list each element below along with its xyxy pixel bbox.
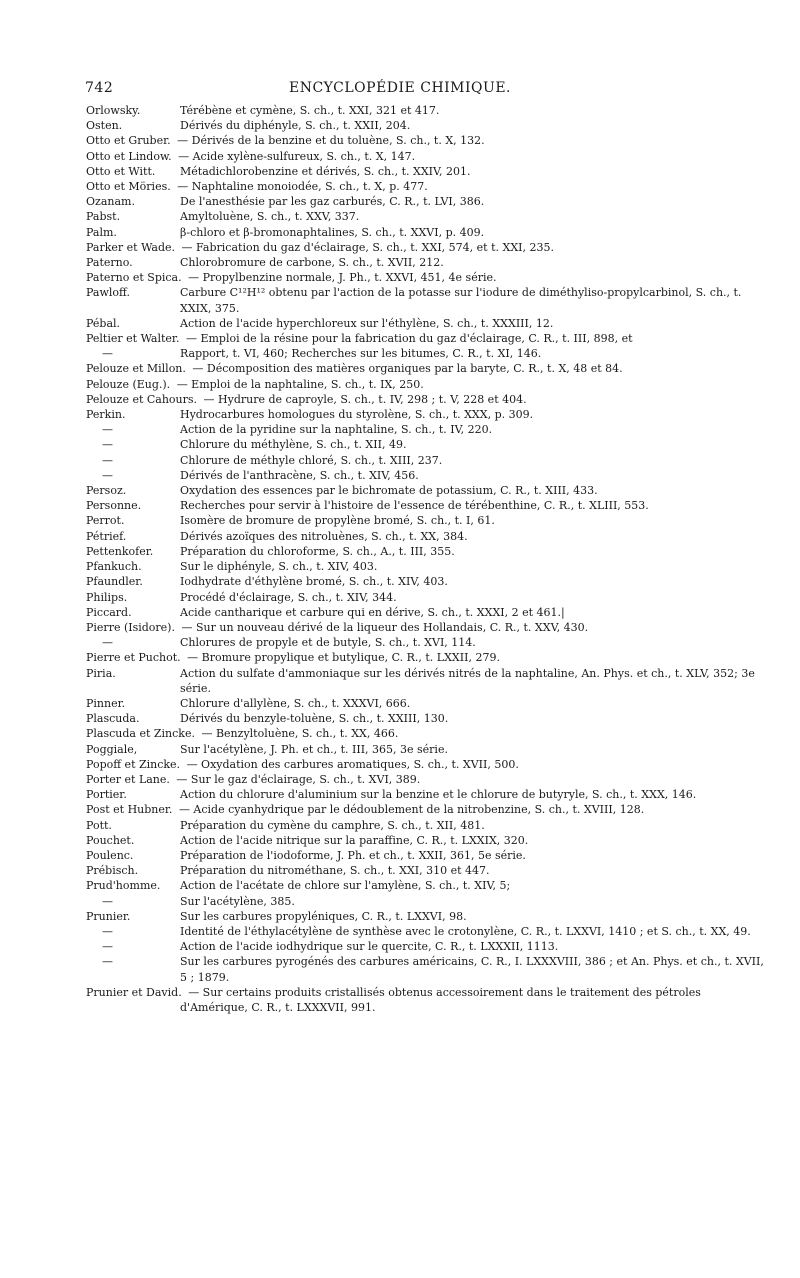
entry-author: Otto et Lindow.	[86, 149, 172, 163]
bibliography-entry	[86, 635, 766, 650]
entry-reference: — Acide cyanhydrique par le dédoublement de la nitrobenzine, S. ch., t. XVIII, 128.	[178, 803, 645, 817]
entry-author: Plascuda.	[86, 712, 140, 726]
bibliography-entry	[86, 225, 766, 240]
entry-author: Pelouze et Millon.	[86, 362, 186, 376]
bibliography-entry	[86, 346, 766, 361]
page-title: ENCYCLOPÉDIE CHIMIQUE.	[289, 80, 511, 96]
entry-reference: Dérivés de l'anthracène, S. ch., t. XIV, 456.	[180, 468, 419, 482]
bibliography-entry	[86, 772, 766, 787]
entry-author: Pettenkofer.	[86, 544, 154, 558]
entry-author: Osten.	[86, 119, 123, 133]
entry-reference: Iodhydrate d'éthylène bromé, S. ch., t. XIV, 403.	[180, 575, 448, 589]
entry-author: —	[102, 924, 113, 938]
entry-author: Perrot.	[86, 514, 125, 528]
entry-reference: — Hydrure de caproyle, S. ch., t. IV, 298 ; t. V, 228 et 404.	[203, 392, 527, 406]
entry-reference: Sur l'acétylène, 385.	[180, 894, 295, 908]
bibliography-entry	[86, 863, 766, 878]
bibliography-entry	[86, 361, 766, 376]
entry-author: Persoz.	[86, 484, 127, 498]
page-number: 742	[85, 80, 114, 96]
bibliography-entry	[86, 848, 766, 863]
bibliography-entry	[86, 529, 766, 544]
entry-reference: Préparation du cymène du camphre, S. ch., t. XII, 481.	[180, 818, 485, 832]
entry-reference: — Emploi de la résine pour la fabrication du gaz d'éclairage, C. R., t. III, 898, et	[185, 332, 633, 346]
bibliography-entry	[86, 878, 766, 893]
entry-author: Prud'homme.	[86, 879, 161, 893]
entry-reference: Action de la pyridine sur la naphtaline, S. ch., t. IV, 220.	[180, 423, 493, 437]
bibliography-entry	[86, 650, 766, 665]
entry-author: Ozanam.	[86, 195, 135, 209]
entry-reference: Sur les carbures propyléniques, C. R., t. LXXVI, 98.	[180, 909, 467, 923]
entry-author: Paterno et Spica.	[86, 271, 182, 285]
entry-author: Poulenc.	[86, 848, 134, 862]
entry-reference: — Acide xylène-sulfureux, S. ch., t. X, 147.	[178, 149, 416, 163]
bibliography-entry	[86, 559, 766, 574]
entry-author: Philips.	[86, 590, 128, 604]
entry-author: Pétrief.	[86, 529, 127, 543]
bibliography-entry	[86, 316, 766, 331]
bibliography-entry	[86, 209, 766, 224]
entry-reference: — Sur certains produits cristallisés obtenus accessoirement dans le traitement des pétroles d'Amérique, C. R., t. LXXXVII, 991.	[180, 985, 701, 1014]
entry-reference: — Propylbenzine normale, J. Ph., t. XXVI, 451, 4e série.	[188, 271, 497, 285]
bibliography-entry	[86, 513, 766, 528]
entry-reference: Oxydation des essences par le bichromate de potassium, C. R., t. XIII, 433.	[180, 484, 598, 498]
entry-reference: Chlorure du méthylène, S. ch., t. XII, 49.	[180, 438, 407, 452]
entry-author: —	[102, 468, 113, 482]
entry-reference: — Dérivés de la benzine et du toluène, S. ch., t. X, 132.	[177, 134, 485, 148]
entry-author: Pabst.	[86, 210, 121, 224]
bibliography-entry	[86, 985, 766, 1015]
entry-author: Otto et Witt.	[86, 164, 156, 178]
bibliography-entry	[86, 954, 766, 984]
entry-author: Peltier et Walter.	[86, 332, 180, 346]
entry-reference: Sur l'acétylène, J. Ph. et ch., t. III, 365, 3e série.	[180, 742, 448, 756]
entry-reference: Préparation du chloroforme, S. ch., A., t. III, 355.	[180, 544, 455, 558]
bibliography-entry	[86, 468, 766, 483]
entry-author: Pouchet.	[86, 833, 135, 847]
entry-reference: Acide cantharique et carbure qui en dérive, S. ch., t. XXXI, 2 et 461.|	[180, 605, 565, 619]
entry-author: Piria.	[86, 666, 116, 680]
page-header	[85, 80, 715, 100]
entry-author: —	[102, 423, 113, 437]
entry-reference: Action de l'acide hyperchloreux sur l'éthylène, S. ch., t. XXXIII, 12.	[180, 316, 554, 330]
entry-reference: Dérivés du diphényle, S. ch., t. XXII, 204.	[180, 119, 411, 133]
entry-author: Orlowsky.	[86, 104, 141, 117]
bibliography-entry	[86, 711, 766, 726]
entry-reference: Carbure C¹²H¹² obtenu par l'action de la potasse sur l'iodure de diméthyliso-propylcarbinol, S. ch., t. XXIX, 375.	[180, 286, 742, 315]
entry-reference: β-chloro et β-bromonaphtalines, S. ch., t. XXVI, p. 409.	[180, 225, 485, 239]
bibliography-entry	[86, 924, 766, 939]
entry-reference: — Sur le gaz d'éclairage, S. ch., t. XVI, 389.	[176, 772, 421, 786]
bibliography-entry	[86, 179, 766, 194]
entry-reference: Chlorure d'allylène, S. ch., t. XXXVI, 666.	[180, 696, 411, 710]
entry-reference: Action de l'acétate de chlore sur l'amylène, S. ch., t. XIV, 5;	[180, 879, 511, 893]
entry-reference: Identité de l'éthylacétylène de synthèse avec le crotonylène, C. R., t. LXXVI, 1410 ; et S. ch., t. XX, 49.	[180, 924, 751, 938]
entry-reference: Action du sulfate d'ammoniaque sur les dérivés nitrés de la naphtaline, An. Phys. et ch., t. XLV, 352; 3e série.	[180, 666, 755, 695]
entry-author: Pinner.	[86, 696, 126, 710]
entry-reference: Amyltoluène, S. ch., t. XXV, 337.	[180, 210, 360, 224]
entry-author: Perkin.	[86, 408, 126, 422]
entry-author: Otto et Möries.	[86, 180, 171, 194]
entry-author: —	[102, 894, 113, 908]
entry-reference: Hydrocarbures homologues du styrolène, S. ch., t. XXX, p. 309.	[180, 408, 534, 422]
bibliography-entry	[86, 392, 766, 407]
bibliography-entry	[86, 605, 766, 620]
bibliography-entry	[86, 149, 766, 164]
entry-reference: Chlorure de méthyle chloré, S. ch., t. XIII, 237.	[180, 453, 443, 467]
entry-reference: — Benzyltoluène, S. ch., t. XX, 466.	[201, 727, 399, 741]
entry-author: Paterno.	[86, 256, 133, 270]
bibliography-entry	[86, 590, 766, 605]
bibliography-entry	[86, 164, 766, 179]
bibliography-entry	[86, 894, 766, 909]
entry-reference: Sur le diphényle, S. ch., t. XIV, 403.	[180, 560, 378, 574]
entry-reference: De l'anesthésie par les gaz carburés, C. R., t. LVI, 386.	[180, 195, 485, 209]
bibliography-entry	[86, 544, 766, 559]
entry-author: Otto et Gruber.	[86, 134, 171, 148]
entry-reference: — Fabrication du gaz d'éclairage, S. ch., t. XXI, 574, et t. XXI, 235.	[181, 240, 554, 254]
entry-author: Poggiale,	[86, 742, 138, 756]
entry-author: —	[102, 955, 113, 969]
entry-reference: Préparation de l'iodoforme, J. Ph. et ch., t. XXII, 361, 5e série.	[180, 848, 526, 862]
bibliography-entry	[86, 118, 766, 133]
bibliography-entry	[86, 574, 766, 589]
entry-author: Prébisch.	[86, 864, 139, 878]
entry-author: Pierre et Puchot.	[86, 651, 181, 665]
entry-author: Post et Hubner.	[86, 803, 173, 817]
entry-reference: Dérivés du benzyle-toluène, S. ch., t. XXIII, 130.	[180, 712, 449, 726]
entry-author: —	[102, 438, 113, 452]
entry-author: Portier.	[86, 788, 127, 802]
bibliography-entry	[86, 787, 766, 802]
entry-reference: Recherches pour servir à l'histoire de l'essence de térébenthine, C. R., t. XLIII, 553.	[180, 499, 649, 513]
entry-reference: Sur les carbures pyrogénés des carbures américains, C. R., I. LXXXVIII, 386 ; et An. Phys. et ch., t. XVII, 5 ; 1879.	[180, 955, 764, 984]
entry-reference: Action de l'acide iodhydrique sur le quercite, C. R., t. LXXXII, 1113.	[180, 940, 559, 954]
bibliography-entry	[86, 133, 766, 148]
entry-author: Popoff et Zincke.	[86, 757, 181, 771]
entry-author: Pfankuch.	[86, 560, 142, 574]
bibliography-entry	[86, 742, 766, 757]
entry-author: Pébal.	[86, 316, 121, 330]
bibliography-entry	[86, 666, 766, 696]
entry-author: Piccard.	[86, 605, 132, 619]
bibliography-entry	[86, 802, 766, 817]
bibliography-entry	[86, 498, 766, 513]
bibliography-entry	[86, 194, 766, 209]
entry-author: —	[102, 347, 113, 361]
bibliography-entry	[86, 453, 766, 468]
bibliography-entry	[86, 407, 766, 422]
entry-author: Pfaundler.	[86, 575, 143, 589]
bibliography-entry	[86, 818, 766, 833]
bibliography-entry	[86, 270, 766, 285]
entry-reference: Térébène et cymène, S. ch., t. XXI, 321 et 417.	[180, 104, 440, 117]
entry-author: Palm.	[86, 225, 117, 239]
bibliography-entry	[86, 331, 766, 346]
entry-reference: Préparation du nitrométhane, S. ch., t. XXI, 310 et 447.	[180, 864, 490, 878]
bibliography-entry	[86, 103, 766, 118]
entry-reference: Chlorures de propyle et de butyle, S. ch., t. XVI, 114.	[180, 636, 476, 650]
entry-author: Porter et Lane.	[86, 772, 170, 786]
entry-author: —	[102, 453, 113, 467]
bibliography-entry	[86, 726, 766, 741]
entry-author: —	[102, 940, 113, 954]
entry-reference: Action du chlorure d'aluminium sur la benzine et le chlorure de butyryle, S. ch., t. XXX, 146.	[180, 788, 697, 802]
bibliography-entry	[86, 909, 766, 924]
bibliography-entry	[86, 483, 766, 498]
bibliography-entry	[86, 437, 766, 452]
bibliography-entry	[86, 377, 766, 392]
bibliography-entry	[86, 255, 766, 270]
entry-author: Pelouze (Eug.).	[86, 377, 171, 391]
bibliography-entry	[86, 422, 766, 437]
bibliography-entry	[86, 285, 766, 315]
entry-reference: Isomère de bromure de propylène bromé, S. ch., t. I, 61.	[180, 514, 495, 528]
entry-reference: Chlorobromure de carbone, S. ch., t. XVII, 212.	[180, 256, 444, 270]
entry-reference: Procédé d'éclairage, S. ch., t. XIV, 344.	[180, 590, 397, 604]
bibliography-entry	[86, 757, 766, 772]
bibliography-entry	[86, 620, 766, 635]
entry-author: Pierre (Isidore).	[86, 620, 175, 634]
entry-author: Prunier et David.	[86, 985, 182, 999]
entry-reference: — Oxydation des carbures aromatiques, S. ch., t. XVII, 500.	[186, 757, 519, 771]
entry-reference: Métadichlorobenzine et dérivés, S. ch., t. XXIV, 201.	[180, 164, 471, 178]
entry-author: Pawloff.	[86, 286, 130, 300]
entry-author: Personne.	[86, 499, 142, 513]
bibliography-list	[86, 103, 766, 1015]
entry-reference: — Sur un nouveau dérivé de la liqueur des Hollandais, C. R., t. XXV, 430.	[181, 620, 589, 634]
entry-reference: — Décomposition des matières organiques par la baryte, C. R., t. X, 48 et 84.	[192, 362, 623, 376]
entry-reference: — Emploi de la naphtaline, S. ch., t. IX, 250.	[176, 377, 424, 391]
bibliography-entry	[86, 939, 766, 954]
entry-author: Plascuda et Zincke.	[86, 727, 195, 741]
entry-reference: Action de l'acide nitrique sur la paraffine, C. R., t. LXXIX, 320.	[180, 833, 529, 847]
entry-author: Pott.	[86, 818, 112, 832]
bibliography-entry	[86, 696, 766, 711]
bibliography-entry	[86, 240, 766, 255]
entry-reference: Dérivés azoïques des nitroluènes, S. ch., t. XX, 384.	[180, 529, 468, 543]
entry-reference: Rapport, t. VI, 460; Recherches sur les bitumes, C. R., t. XI, 146.	[180, 347, 542, 361]
entry-author: Pelouze et Cahours.	[86, 392, 198, 406]
entry-author: Prunier.	[86, 909, 131, 923]
bibliography-entry	[86, 833, 766, 848]
entry-author: Parker et Wade.	[86, 240, 176, 254]
entry-author: —	[102, 636, 113, 650]
entry-reference: — Bromure propylique et butylique, C. R., t. LXXII, 279.	[187, 651, 500, 665]
entry-reference: — Naphtaline monoiodée, S. ch., t. X, p. 477.	[177, 180, 428, 194]
